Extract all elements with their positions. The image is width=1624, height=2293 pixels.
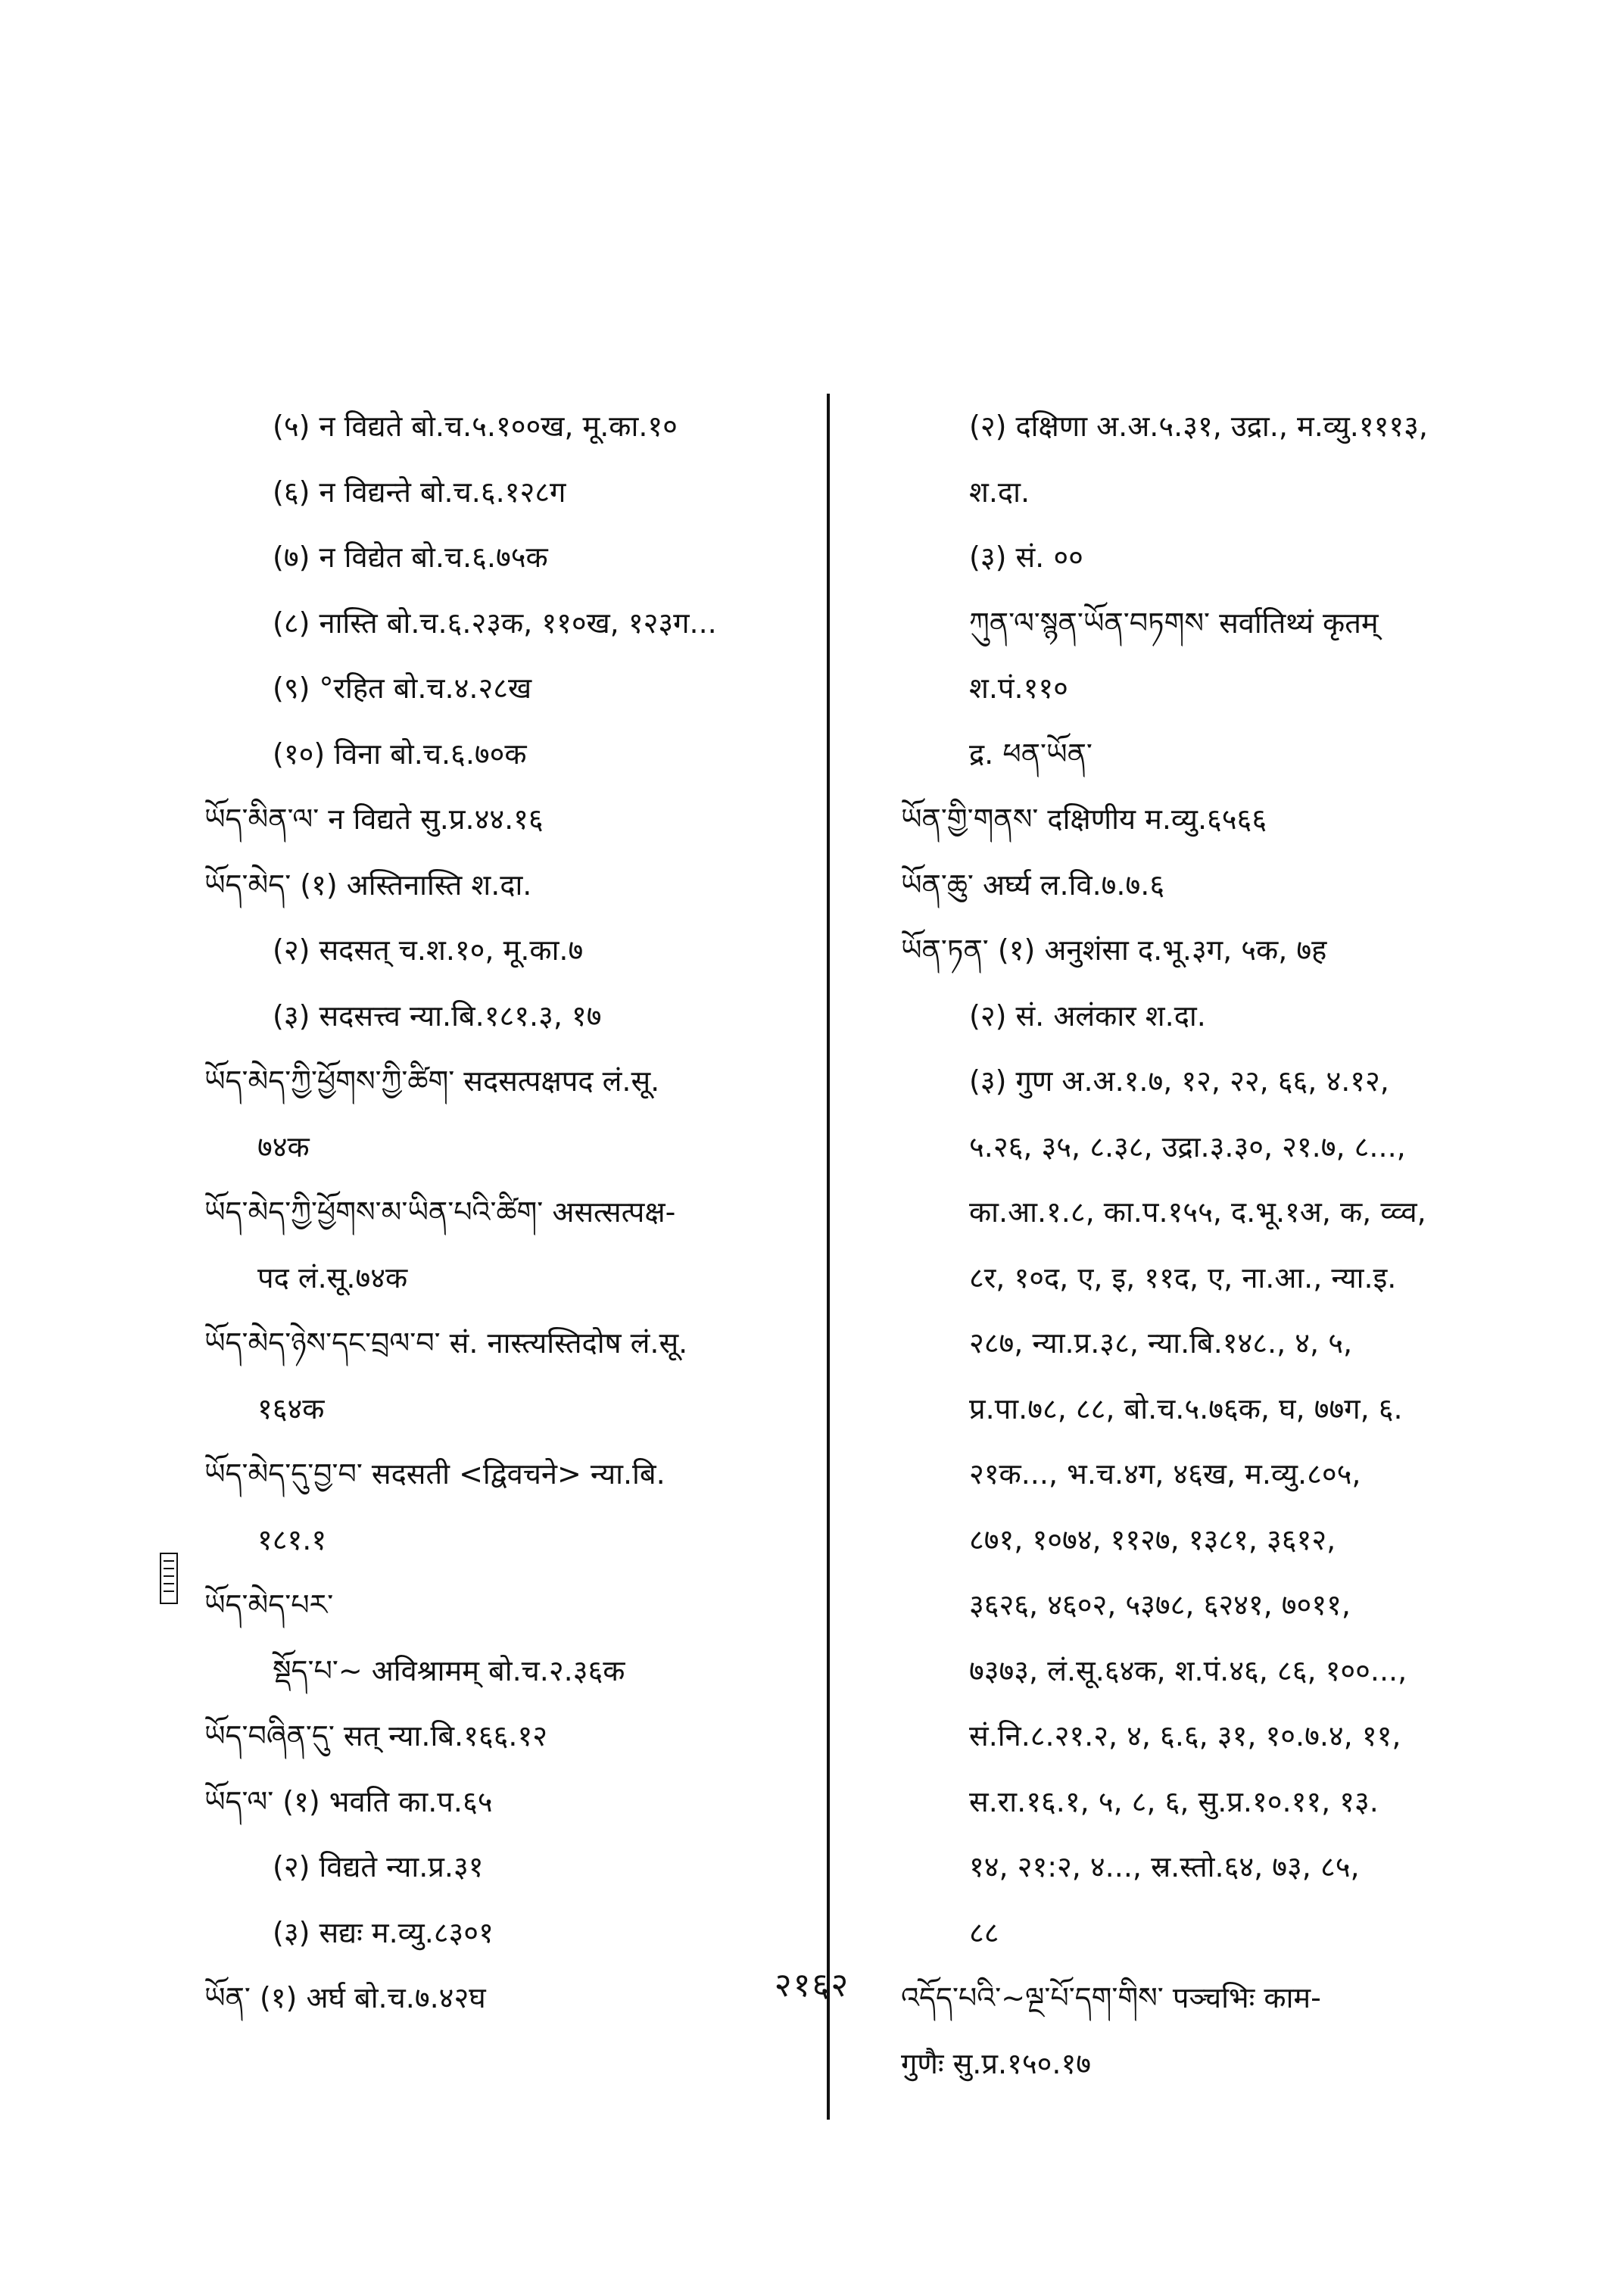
entry-line-left: སྡོད་པ་~ अविश्रामम् बो.च.२.३६क [273, 1653, 625, 1687]
entry-line-right: ཡོན་ཏན་ (१) अनुशंसा द.भू.३ग, ५क, ७ह [901, 933, 1327, 967]
entry-line-right: २१क..., भ.च.४ग, ४६ख, म.व्यु.८०५, [969, 1457, 1361, 1491]
entry-line-right: ८८ [969, 1915, 999, 1949]
left-column [204, 394, 825, 2031]
entry-line-left: (६) न विद्यन्ते बो.च.६.१२८ग [273, 475, 566, 509]
entry-line-left: (९) °रहित बो.च.४.२८ख [273, 671, 532, 705]
entry-line-right: द्र. ཕན་ཡོན་ [969, 737, 1093, 771]
entry-line-left: ཡོད་མིན་ལ་ न विद्यते सु.प्र.४४.१६ [204, 802, 544, 836]
entry-line-left: (७) न विद्येत बो.च.६.७५क [273, 541, 548, 574]
entry-line-left: ཡོད་མེད་ (१) अस्तिनास्ति श.दा. [204, 868, 532, 902]
entry-line-right: (३) सं. ०० [969, 541, 1083, 574]
entry-line-left: १८१.१ [257, 1522, 327, 1556]
entry-line-left: (३) सदसत्त्व न्या.बि.१८१.३, १७ [273, 999, 602, 1033]
entry-line-left: ཡོད་ལ་ (१) भवति का.प.६५ [204, 1784, 493, 1818]
entry-line-right: ५.२६, ३५, ८.३८, उद्रा.३.३०, २१.७, ८..., [969, 1129, 1406, 1164]
column-divider [827, 394, 830, 2120]
entry-line-right: गुणैः सु.प्र.१५०.१७ [901, 2046, 1091, 2080]
entry-line-right: ཀུན་ལ་སྙན་ཡོན་བཏགས་ सर्वातिथ्यं कृतम् [969, 606, 1379, 640]
entry-line-left: (१०) विना बो.च.६.७०क [273, 737, 527, 771]
entry-line-left: ཡོད་བཞིན་དུ་ सत् न्या.बि.१६६.१२ [204, 1719, 547, 1752]
entry-line-right: ८र, १०द, ए, इ, ११द, ए, ना.आ., न्या.इ. [969, 1260, 1397, 1294]
entry-line-right: १४, २१:२, ४..., स्र.स्तो.६४, ७३, ८५, [969, 1850, 1360, 1883]
entry-line-right: स.रा.१६.१, ५, ८, ६, सु.प्र.१०.११, १३. [969, 1784, 1379, 1818]
entry-line-left: पद लं.सू.७४क [257, 1260, 408, 1294]
entry-line-left: (५) न विद्यते बो.च.५.१००ख, मू.का.१० [273, 410, 678, 443]
entry-line-left: (३) सद्यः म.व्यु.८३०१ [273, 1915, 494, 1949]
entry-line-left: ཡོད་མེད་ཉེས་དང་བྲལ་བ་ सं. नास्त्यस्तिदोष लं.सू. [204, 1326, 688, 1360]
entry-line-right: ३६२६, ४६०२, ५३७८, ६२४१, ७०११, [969, 1588, 1351, 1622]
entry-line-right: २८७, न्या.प्र.३८, न्या.बि.१४८., ४, ५, [969, 1326, 1353, 1360]
side-section-mark [159, 1552, 179, 1605]
entry-line-left: ཡོད་མེད་པར་ [204, 1588, 334, 1622]
entry-line-right: सं.नि.८.२१.२, ४, ६.६, ३१, १०.७.४, ११, [969, 1719, 1401, 1752]
entry-line-right: श.पं.११० [969, 671, 1068, 705]
entry-line-left: (२) सदसत् च.श.१०, मू.का.७ [273, 933, 584, 967]
entry-line-right: ८७१, १०७४, ११२७, १३८१, ३६१२, [969, 1522, 1336, 1556]
entry-line-left: ཡོན་ (१) अर्घ बो.च.७.४२घ [204, 1981, 486, 2014]
entry-line-left: ཡོད་མེད་དུ་བྱ་བ་ सदसती <द्विवचने> न्या.बि. [204, 1457, 665, 1491]
entry-line-right: འདོད་པའི་~ལྔ་པོ་དག་གིས་ पञ्चभिः काम- [901, 1981, 1321, 2014]
entry-line-left: ཡོད་མེད་ཀྱི་ཕྱོགས་ཀྱི་ཚིག་ सदसत्पक्षपद लं.सू. [204, 1064, 660, 1098]
page-number: २१६२ [774, 1966, 850, 2005]
entry-line-right: श.दा. [969, 475, 1030, 509]
entry-line-right: प्र.पा.७८, ८८, बो.च.५.७६क, घ, ७७ग, ६. [969, 1391, 1403, 1425]
entry-line-left: ཡོད་མེད་ཀྱི་ཕྱོགས་མ་ཡིན་པའི་ཚིག་ असत्सत्पक्ष- [204, 1195, 676, 1229]
entry-line-right: ཡོན་གྱི་གནས་ दक्षिणीय म.व्यु.६५६६ [901, 802, 1267, 836]
entry-line-right: (२) दक्षिणा अ.अ.५.३१, उद्रा., म.व्यु.१११३, [969, 410, 1429, 443]
entry-line-left: (८) नास्ति बो.च.६.२३क, ११०ख, १२३ग... [273, 606, 717, 640]
entry-line-right: का.आ.१.८, का.प.१५५, द.भू.१अ, क, व्व्व, [969, 1195, 1426, 1229]
entry-line-left: १६४क [257, 1391, 325, 1425]
entry-line-left: ७४क [257, 1129, 310, 1164]
entry-line-right: ७३७३, लं.सू.६४क, श.पं.४६, ८६, १००..., [969, 1653, 1407, 1687]
entry-line-right: (३) गुण अ.अ.१.७, १२, २२, ६६, ४.१२, [969, 1064, 1389, 1098]
right-column [901, 394, 1476, 2096]
entry-line-left: (२) विद्यते न्या.प्र.३१ [273, 1850, 484, 1883]
entry-line-right: ཡོན་ཆུ་ अर्घ्य ल.वि.७.७.६ [901, 868, 1165, 902]
entry-line-right: (२) सं. अलंकार श.दा. [969, 999, 1206, 1033]
